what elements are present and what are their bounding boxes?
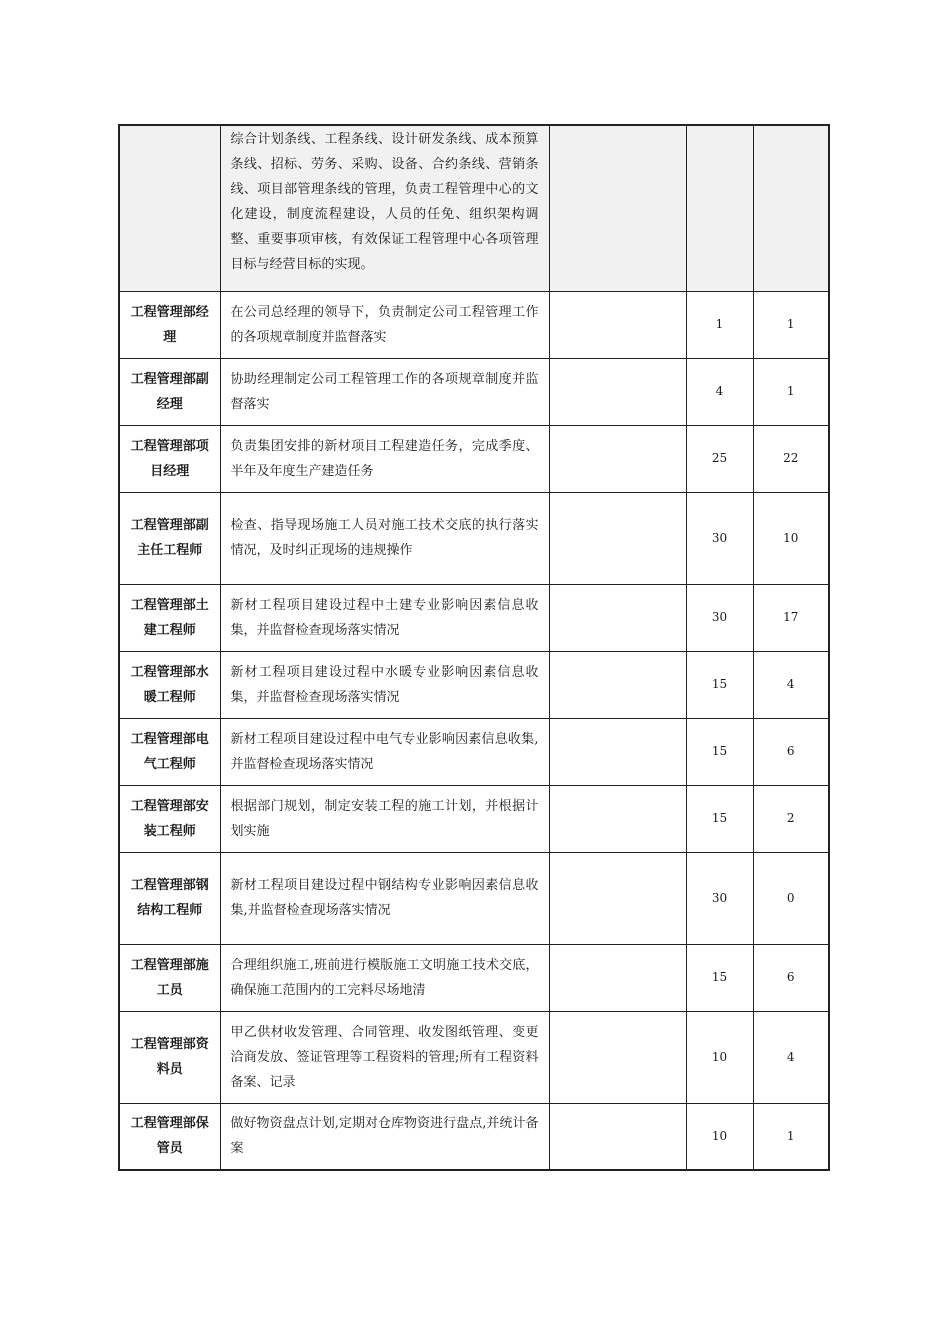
count-cell: 30 xyxy=(686,852,753,944)
blank-cell xyxy=(549,718,686,785)
position-title: 工程管理部资料员 xyxy=(119,1011,220,1103)
count-cell: 15 xyxy=(686,785,753,852)
duty-description: 做好物资盘点计划,定期对仓库物资进行盘点,并统计备案 xyxy=(220,1103,549,1170)
count-cell xyxy=(753,125,829,291)
count-cell xyxy=(686,125,753,291)
blank-cell xyxy=(549,492,686,584)
count-cell: 15 xyxy=(686,944,753,1011)
table-row xyxy=(119,944,829,1011)
count-cell: 4 xyxy=(686,358,753,425)
count-cell: 30 xyxy=(686,584,753,651)
position-title xyxy=(119,125,220,291)
table-row xyxy=(119,125,829,291)
position-title: 工程管理部项目经理 xyxy=(119,425,220,492)
table-row xyxy=(119,492,829,584)
table-row xyxy=(119,358,829,425)
position-title: 工程管理部钢结构工程师 xyxy=(119,852,220,944)
duty-description: 在公司总经理的领导下，负责制定公司工程管理工作的各项规章制度并监督落实 xyxy=(220,291,549,358)
staffing-table xyxy=(118,124,830,1171)
duty-description: 新材工程项目建设过程中电气专业影响因素信息收集,并监督检查现场落实情况 xyxy=(220,718,549,785)
blank-cell xyxy=(549,425,686,492)
table-row xyxy=(119,718,829,785)
count-cell: 2 xyxy=(753,785,829,852)
duty-description: 根据部门规划，制定安装工程的施工计划，并根据计划实施 xyxy=(220,785,549,852)
count-cell: 1 xyxy=(753,291,829,358)
count-cell: 10 xyxy=(753,492,829,584)
duty-description: 负责集团安排的新材项目工程建造任务，完成季度、半年及年度生产建造任务 xyxy=(220,425,549,492)
table-row xyxy=(119,425,829,492)
table-row xyxy=(119,1103,829,1170)
count-cell: 10 xyxy=(686,1103,753,1170)
blank-cell xyxy=(549,785,686,852)
blank-cell xyxy=(549,291,686,358)
position-title: 工程管理部经理 xyxy=(119,291,220,358)
count-cell: 0 xyxy=(753,852,829,944)
blank-cell xyxy=(549,651,686,718)
position-title: 工程管理部安装工程师 xyxy=(119,785,220,852)
position-title: 工程管理部副经理 xyxy=(119,358,220,425)
count-cell: 15 xyxy=(686,718,753,785)
count-cell: 17 xyxy=(753,584,829,651)
blank-cell xyxy=(549,852,686,944)
position-title: 工程管理部电气工程师 xyxy=(119,718,220,785)
count-cell: 22 xyxy=(753,425,829,492)
duty-description: 协助经理制定公司工程管理工作的各项规章制度并监督落实 xyxy=(220,358,549,425)
table-row xyxy=(119,785,829,852)
count-cell: 4 xyxy=(753,651,829,718)
count-cell: 1 xyxy=(686,291,753,358)
duty-description: 合理组织施工,班前进行模版施工文明施工技术交底，确保施工范围内的工完料尽场地清 xyxy=(220,944,549,1011)
position-title: 工程管理部水暖工程师 xyxy=(119,651,220,718)
blank-cell xyxy=(549,944,686,1011)
blank-cell xyxy=(549,1103,686,1170)
table-row xyxy=(119,852,829,944)
duty-description: 新材工程项目建设过程中钢结构专业影响因素信息收集,并监督检查现场落实情况 xyxy=(220,852,549,944)
position-title: 工程管理部副主任工程师 xyxy=(119,492,220,584)
position-title: 工程管理部施工员 xyxy=(119,944,220,1011)
duty-description: 综合计划条线、工程条线、设计研发条线、成本预算条线、招标、劳务、采购、设备、合约条线、营销条线、项目部管理条线的管理，负责工程管理中心的文化建设，制度流程建设，人员的任免、组织架构调整、重要事项审核，有效保证工程管理中心各项管理目标与经营目标的实现。 xyxy=(220,125,549,291)
count-cell: 30 xyxy=(686,492,753,584)
count-cell: 15 xyxy=(686,651,753,718)
table-row xyxy=(119,584,829,651)
duty-description: 检查、指导现场施工人员对施工技术交底的执行落实情况，及时纠正现场的违规操作 xyxy=(220,492,549,584)
blank-cell xyxy=(549,358,686,425)
table-row xyxy=(119,651,829,718)
table-row xyxy=(119,291,829,358)
position-title: 工程管理部保管员 xyxy=(119,1103,220,1170)
table-row xyxy=(119,1011,829,1103)
count-cell: 25 xyxy=(686,425,753,492)
count-cell: 1 xyxy=(753,1103,829,1170)
count-cell: 4 xyxy=(753,1011,829,1103)
blank-cell xyxy=(549,125,686,291)
count-cell: 6 xyxy=(753,718,829,785)
position-title: 工程管理部土建工程师 xyxy=(119,584,220,651)
duty-description: 新材工程项目建设过程中水暖专业影响因素信息收集，并监督检查现场落实情况 xyxy=(220,651,549,718)
count-cell: 1 xyxy=(753,358,829,425)
blank-cell xyxy=(549,1011,686,1103)
count-cell: 10 xyxy=(686,1011,753,1103)
duty-description: 甲乙供材收发管理、合同管理、收发图纸管理、变更洽商发放、签证管理等工程资料的管理;所有工程资料备案、记录 xyxy=(220,1011,549,1103)
count-cell: 6 xyxy=(753,944,829,1011)
blank-cell xyxy=(549,584,686,651)
duty-description: 新材工程项目建设过程中土建专业影响因素信息收集，并监督检查现场落实情况 xyxy=(220,584,549,651)
